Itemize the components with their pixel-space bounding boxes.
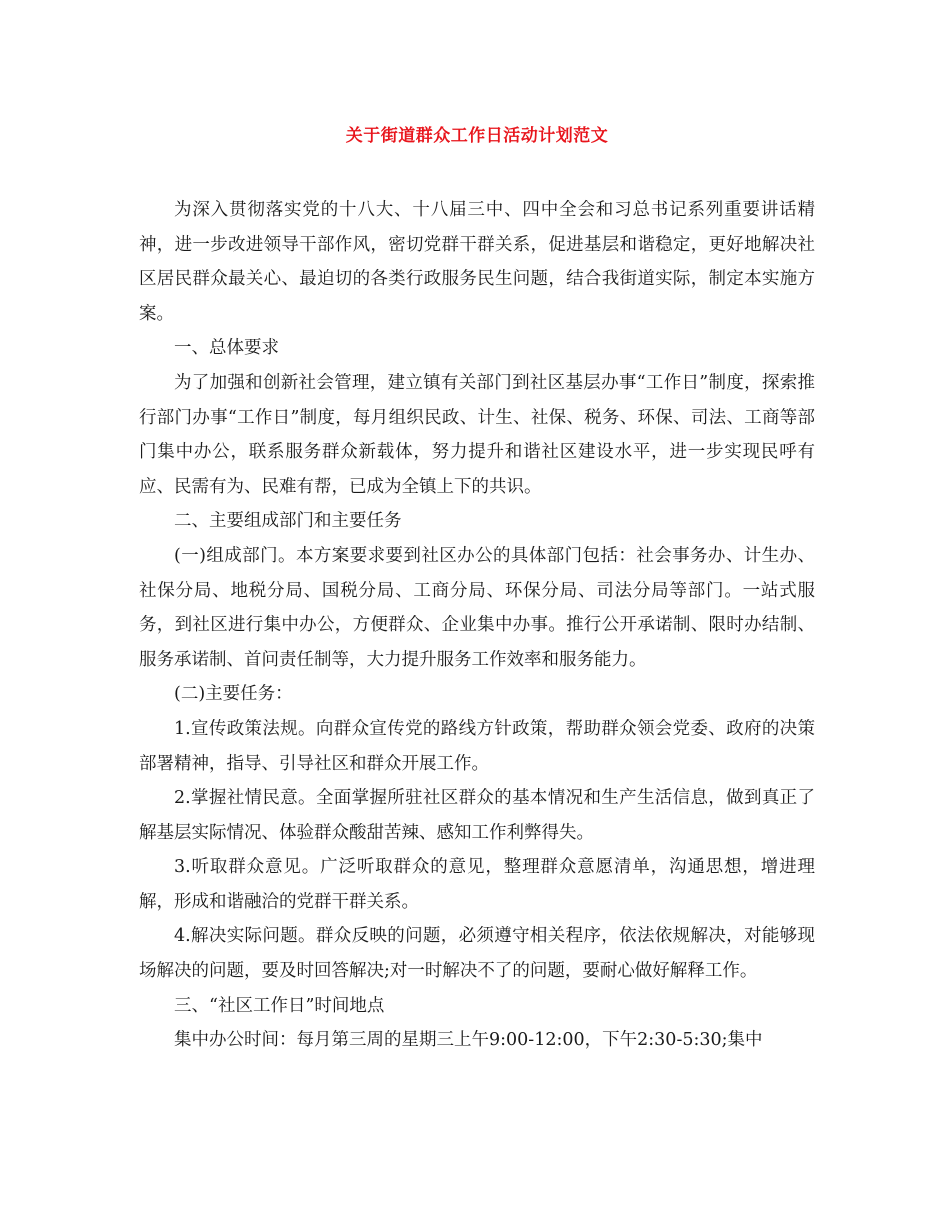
departments-paragraph: (一)组成部门。本方案要求要到社区办公的具体部门包括：社会事务办、计生办、社保分局、地税分局、国税分局、工商分局、环保分局、司法分局等部门。一站式服务，到社区进行集中办公，方便群众、企业集中办事。推行公开承诺制、限时办结制、服务承诺制、首问责任制等，大力提升服务工作效率和服务能力。	[139, 545, 815, 670]
task-item-1: 1.宣传政策法规。向群众宣传党的路线方针政策，帮助群众领会党委、政府的决策部署精神，指导、引导社区和群众开展工作。	[139, 718, 815, 774]
document-body	[139, 193, 815, 1058]
subheading-main-tasks: (二)主要任务：	[174, 684, 293, 705]
section-heading-general-requirements: 一、总体要求	[174, 338, 279, 359]
document-title: 关于街道群众工作日活动计划范文	[345, 126, 609, 146]
task-item-4: 4.解决实际问题。群众反映的问题，必须遵守相关程序，依法依规解决，对能够现场解决的问题，要及时回答解决;对一时解决不了的问题，要耐心做好解释工作。	[139, 926, 815, 982]
general-requirements-paragraph: 为了加强和创新社会管理，建立镇有关部门到社区基层办事“工作日”制度，探索推行部门办事“工作日”制度，每月组织民政、计生、社保、税务、环保、司法、工商等部门集中办公，联系服务群众新载体，努力提升和谐社区建设水平，进一步实现民呼有应、民需有为、民难有帮，已成为全镇上下的共识。	[139, 372, 815, 497]
time-location-paragraph: 集中办公时间：每月第三周的星期三上午9:00-12:00，下午2:30-5:30;集中	[174, 1030, 763, 1051]
section-heading-departments-tasks: 二、主要组成部门和主要任务	[174, 511, 402, 532]
task-item-2: 2.掌握社情民意。全面掌握所驻社区群众的基本情况和生产生活信息，做到真正了解基层实际情况、体验群众酸甜苦辣、感知工作利弊得失。	[139, 788, 815, 843]
document-page	[139, 0, 815, 1230]
task-item-3: 3.听取群众意见。广泛听取群众的意见，整理群众意愿清单，沟通思想，增进理解，形成和谐融洽的党群干群关系。	[139, 857, 815, 912]
section-heading-time-location: 三、“社区工作日”时间地点	[174, 995, 385, 1016]
intro-paragraph: 为深入贯彻落实党的十八大、十八届三中、四中全会和习总书记系列重要讲话精神，进一步改进领导干部作风，密切党群干群关系，促进基层和谐稳定，更好地解决社区居民群众最关心、最迫切的各类行政服务民生问题，结合我街道实际，制定本实施方案。	[139, 200, 815, 324]
